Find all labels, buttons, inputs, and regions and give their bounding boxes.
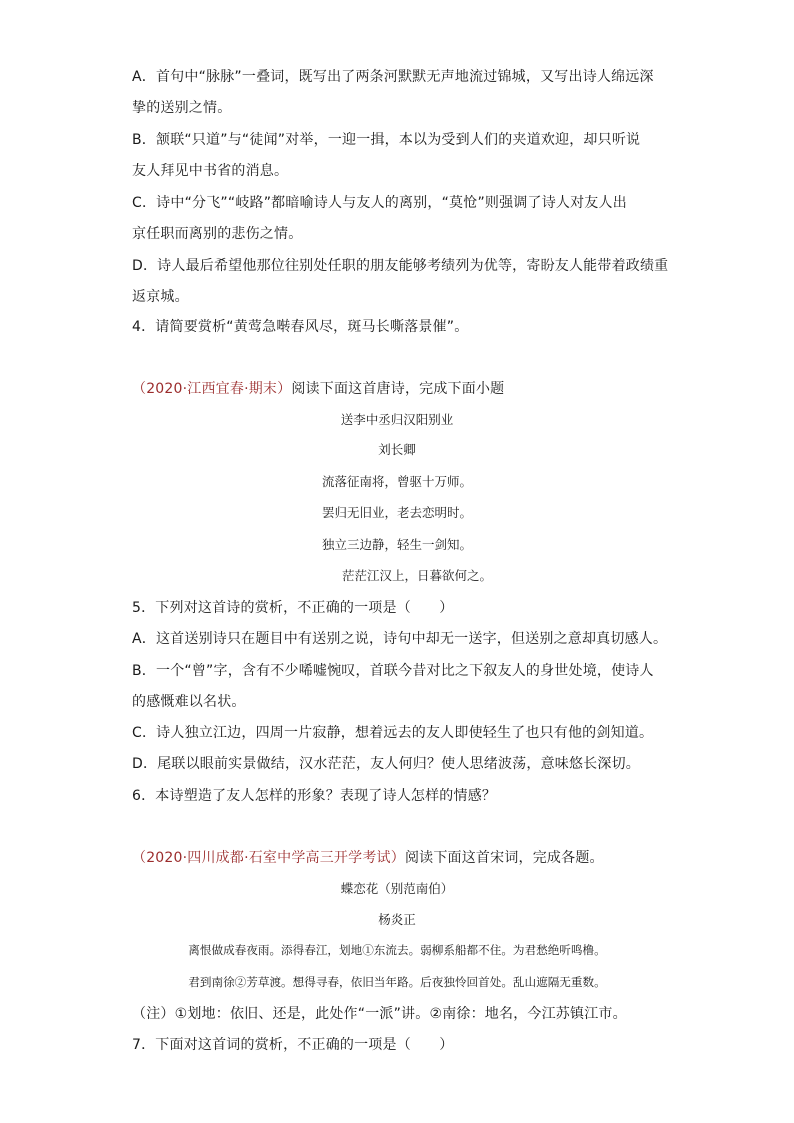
question-4: 4．请简要赏析“黄莺急啭春风尽，斑马长嘶落景催”。 <box>132 319 469 335</box>
section2-source: （2020·江西宜春·期末） <box>132 381 292 397</box>
section3-header <box>132 848 604 868</box>
q5-option-b-line1: B．一个“曾”字，含有不少唏嘘惋叹，首联今昔对比之下叙友人的身世处境，使诗人 <box>132 663 654 679</box>
poem1-line2: 罢归无旧业，老去恋明时。 <box>321 505 472 520</box>
option-c-line1: C．诗中“分飞”“岐路”都暗喻诗人与友人的离别，“莫怆”则强调了诗人对友人出 <box>132 195 627 211</box>
q5-option-b-line2: 的感慨难以名状。 <box>132 694 246 710</box>
poem2-title: 蝶恋花（别范南伯） <box>340 881 454 896</box>
option-b-line1: B．颔联“只道”与“徒闻”对举，一迎一揖，本以为受到人们的夹道欢迎，却只听说 <box>132 132 641 148</box>
option-a-line1: A．首句中“脉脉”一叠词，既写出了两条河默默无声地流过锦城，又写出诗人绵远深 <box>132 69 654 85</box>
annotation-note: （注）①划地：依旧、还是，此处作“一派”讲。②南徐：地名，今江苏镇江市。 <box>132 1006 627 1022</box>
section2-header <box>132 379 504 399</box>
poem1-title: 送李中丞归汉阳别业 <box>340 412 454 427</box>
option-d-line2: 返京城。 <box>132 289 189 305</box>
poem2-line1: 离恨做成春夜雨。添得春江，划地①东流去。弱柳系船都不住。为君愁绝听鸣橹。 <box>188 943 606 957</box>
question-5: 5．下列对这首诗的赏析，不正确的一项是（ ） <box>132 600 454 616</box>
question-7: 7．下面对这首词的赏析，不正确的一项是（ ） <box>132 1037 454 1053</box>
poem1-line1: 流落征南将，曾驱十万师。 <box>321 474 472 489</box>
option-a-line2: 挚的送别之情。 <box>132 100 232 116</box>
q5-option-d: D．尾联以眼前实景做结，汉水茫茫，友人何归？使人思绪波荡，意味悠长深切。 <box>132 756 640 772</box>
option-b-line2: 友人拜见中书省的消息。 <box>132 163 289 179</box>
poem1-author: 刘长卿 <box>378 442 416 457</box>
section3-intro: 阅读下面这首宋词，完成各题。 <box>404 850 604 866</box>
poem1-line4: 茫茫江汉上，日暮欲何之。 <box>341 568 492 583</box>
section3-source: （2020·四川成都·石室中学高三开学考试） <box>132 850 405 866</box>
section2-intro: 阅读下面这首唐诗，完成下面小题 <box>291 381 505 397</box>
question-6: 6．本诗塑造了友人怎样的形象？表现了诗人怎样的情感？ <box>132 788 497 804</box>
poem2-author: 杨炎正 <box>378 912 416 927</box>
poem1-line3: 独立三边静，轻生一剑知。 <box>321 537 472 552</box>
poem2-line2: 君到南徐②芳草渡。想得寻春，依旧当年路。后夜独怜回首处。乱山遮隔无重数。 <box>188 975 606 989</box>
q5-option-c: C．诗人独立江边，四周一片寂静，想着远去的友人即使轻生了也只有他的剑知道。 <box>132 725 654 741</box>
option-d-line1: D．诗人最后希望他那位往别处任职的朋友能够考绩列为优等，寄盼友人能带着政绩重 <box>132 258 669 274</box>
option-c-line2: 京任职而离别的悲伤之情。 <box>132 226 303 242</box>
q5-option-a: A．这首送别诗只在题目中有送别之说，诗句中却无一送字，但送别之意却真切感人。 <box>132 631 668 647</box>
